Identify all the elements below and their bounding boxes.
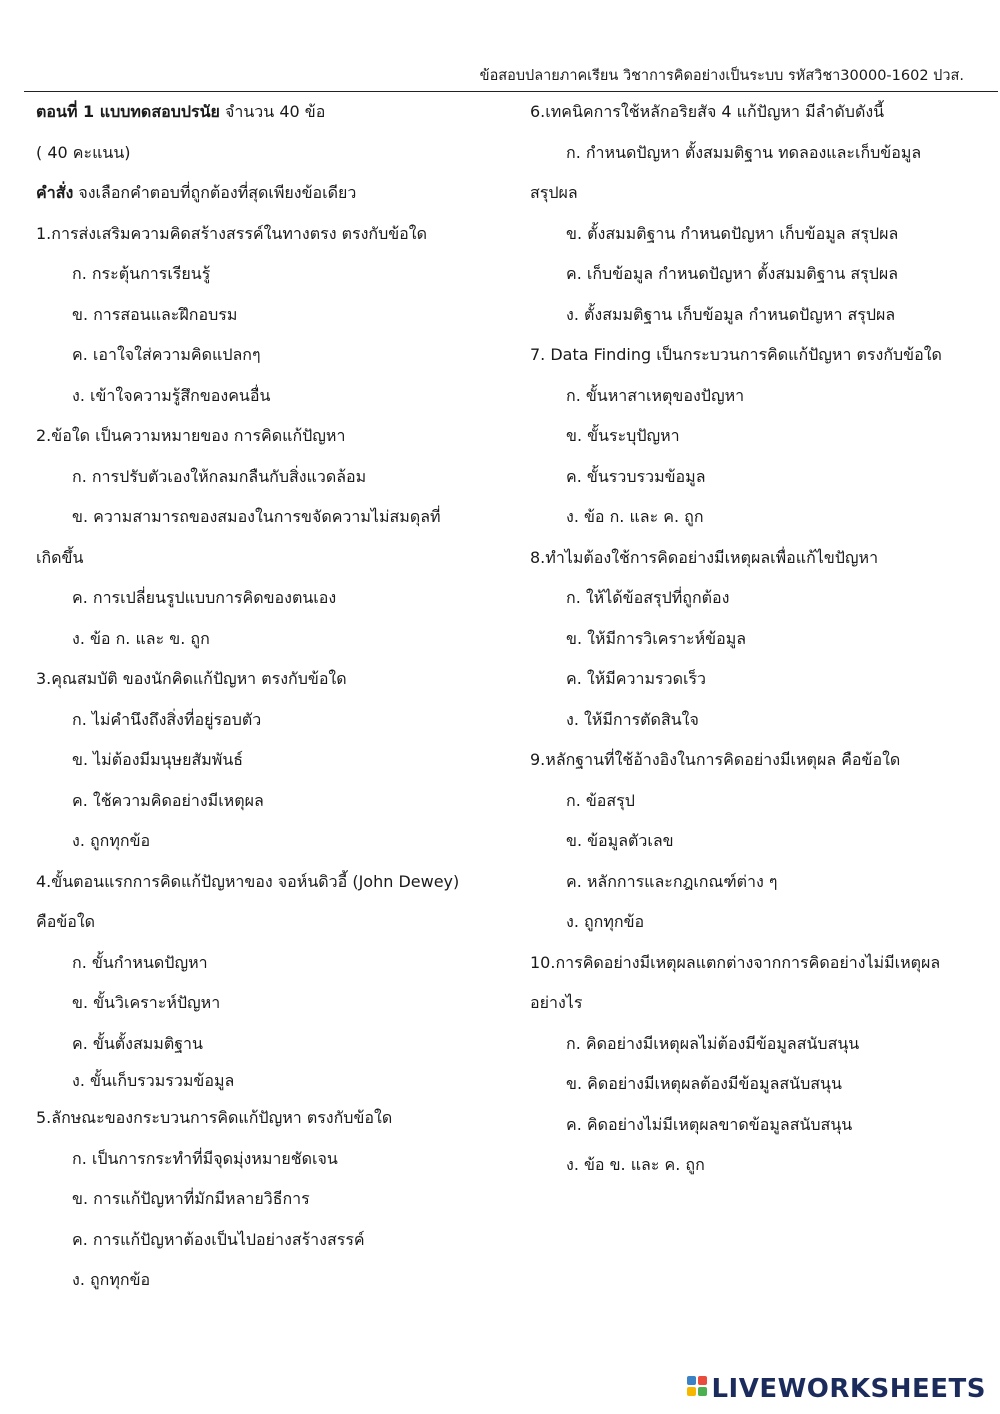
answer-option[interactable]: ข. ให้มีการวิเคราะห์ข้อมูล <box>566 628 747 648</box>
answer-option[interactable]: ก. กระตุ้นการเรียนรู้ <box>72 264 211 283</box>
section-title-rest: จำนวน 40 ข้อ <box>219 102 326 121</box>
score-note: ( 40 คะแนน) <box>36 142 131 162</box>
answer-option[interactable]: ง. ข้อ ก. และ ข. ถูก <box>72 628 210 648</box>
liveworksheets-logo-icon <box>687 1376 709 1402</box>
answer-option[interactable]: ค. เก็บข้อมูล กำหนดปัญหา ตั้งสมมติฐาน สรุปผล <box>566 264 899 283</box>
question-line: 9.หลักฐานที่ใช้อ้างอิงในการคิดอย่างมีเหตุผล คือข้อใด <box>530 750 901 769</box>
question-line: 5.ลักษณะของกระบวนการคิดแก้ปัญหา ตรงกับข้อใด <box>36 1108 393 1127</box>
answer-option[interactable]: ข. ตั้งสมมติฐาน กำหนดปัญหา เก็บข้อมูล สรุปผล <box>566 223 899 243</box>
instruction <box>36 173 506 214</box>
question-line: 7. Data Finding เป็นกระบวนการคิดแก้ปัญหา ตรงกับข้อใด <box>530 345 942 364</box>
answer-option-continuation: สรุปผล <box>530 183 578 202</box>
answer-option[interactable]: ค. การเปลี่ยนรูปแบบการคิดของตนเอง <box>72 588 337 607</box>
answer-option[interactable]: ง. ให้มีการตัดสินใจ <box>566 709 699 729</box>
answer-option[interactable]: ง. ตั้งสมมติฐาน เก็บข้อมูล กำหนดปัญหา สรุปผล <box>566 304 896 324</box>
answer-option[interactable]: ค. ขั้นรวบรวมข้อมูล <box>566 466 706 486</box>
answer-option[interactable]: ก. ข้อสรุป <box>566 790 635 810</box>
right-column <box>530 92 970 1186</box>
liveworksheets-logo-text: LIVEWORKSHEETS <box>711 1374 986 1404</box>
liveworksheets-logo <box>687 1373 986 1405</box>
page-header: ข้อสอบปลายภาคเรียน วิชาการคิดอย่างเป็นระบบ รหัสวิชา30000-1602 ปวส. <box>479 68 964 84</box>
answer-option[interactable]: ง. ถูกทุกข้อ <box>72 1270 151 1289</box>
answer-option[interactable]: ง. ถูกทุกข้อ <box>72 831 151 850</box>
answer-option[interactable]: ค. หลักการและกฎเกณฑ์ต่าง ๆ <box>566 871 778 891</box>
answer-option[interactable]: ก. ขั้นหาสาเหตุของปัญหา <box>566 385 745 405</box>
answer-option[interactable]: ข. คิดอย่างมีเหตุผลต้องมีข้อมูลสนับสนุน <box>566 1074 842 1093</box>
question-line: 1.การส่งเสริมความคิดสร้างสรรค์ในทางตรง ตรงกับข้อใด <box>36 223 427 243</box>
answer-option[interactable]: ก. การปรับตัวเองให้กลมกลืนกับสิ่งแวดล้อม <box>72 466 367 486</box>
answer-option[interactable]: ง. ข้อ ข. และ ค. ถูก <box>566 1155 705 1174</box>
question-line: 3.คุณสมบัติ ของนักคิดแก้ปัญหา ตรงกับข้อใด <box>36 669 347 688</box>
answer-option[interactable]: ข. ไม่ต้องมีมนุษยสัมพันธ์ <box>72 750 244 769</box>
answer-option[interactable]: ก. เป็นการกระทำที่มีจุดมุ่งหมายชัดเจน <box>72 1148 338 1168</box>
answer-option[interactable]: ข. ขั้นระบุปัญหา <box>566 426 680 445</box>
section-title <box>36 92 506 133</box>
question-line: 4.ขั้นตอนแรกการคิดแก้ปัญหาของ จอห์นดิวอี้ (John Dewey) <box>36 871 460 891</box>
answer-option[interactable]: ง. เข้าใจความรู้สึกของคนอื่น <box>72 385 271 405</box>
answer-option[interactable]: ค. ใช้ความคิดอย่างมีเหตุผล <box>72 790 264 810</box>
question-line: 8.ทำไมต้องใช้การคิดอย่างมีเหตุผลเพื่อแก้ไขปัญหา <box>530 547 879 567</box>
answer-option[interactable]: ข. ข้อมูลตัวเลข <box>566 831 674 850</box>
question-line: 6.เทคนิคการใช้หลักอริยสัจ 4 แก้ปัญหา มีลำดับดังนี้ <box>530 102 885 121</box>
question-line: 10.การคิดอย่างมีเหตุผลแตกต่างจากการคิดอย่างไม่มีเหตุผล <box>530 952 941 972</box>
left-column <box>36 92 506 1301</box>
answer-option[interactable]: ค. ขั้นตั้งสมมติฐาน <box>72 1033 203 1053</box>
answer-option-continuation: เกิดขึ้น <box>36 547 84 567</box>
answer-option[interactable]: ก. กำหนดปัญหา ตั้งสมมติฐาน ทดลองและเก็บข้อมูล <box>566 142 922 162</box>
question-line: 2.ข้อใด เป็นความหมายของ การคิดแก้ปัญหา <box>36 426 346 445</box>
answer-option[interactable]: ข. การแก้ปัญหาที่มักมีหลายวิธีการ <box>72 1189 310 1208</box>
instruction-label: คำสั่ง <box>36 183 74 202</box>
answer-option[interactable]: ง. ข้อ ก. และ ค. ถูก <box>566 507 704 526</box>
answer-option[interactable]: ง. ขั้นเก็บรวมรวมข้อมูล <box>72 1071 235 1090</box>
answer-option[interactable]: ค. การแก้ปัญหาต้องเป็นไปอย่างสร้างสรรค์ <box>72 1229 365 1249</box>
answer-option[interactable]: ก. ไม่คำนึงถึงสิ่งที่อยู่รอบตัว <box>72 709 262 729</box>
answer-option[interactable]: ก. ให้ได้ข้อสรุปที่ถูกต้อง <box>566 588 730 607</box>
answer-option[interactable]: ค. เอาใจใส่ความคิดแปลกๆ <box>72 345 261 364</box>
answer-option[interactable]: ง. ถูกทุกข้อ <box>566 912 645 931</box>
answer-option[interactable]: ค. คิดอย่างไม่มีเหตุผลขาดข้อมูลสนับสนุน <box>566 1114 853 1134</box>
question-line-continuation: คือข้อใด <box>36 912 96 931</box>
question-line-continuation: อย่างไร <box>530 993 583 1012</box>
instruction-text: จงเลือกคำตอบที่ถูกต้องที่สุดเพียงข้อเดียว <box>73 183 357 202</box>
answer-option[interactable]: ก. คิดอย่างมีเหตุผลไม่ต้องมีข้อมูลสนับสนุน <box>566 1033 860 1053</box>
answer-option[interactable]: ก. ขั้นกำหนดปัญหา <box>72 952 208 972</box>
answer-option[interactable]: ข. การสอนและฝึกอบรม <box>72 304 238 324</box>
answer-option[interactable]: ข. ความสามารถของสมองในการขจัดความไม่สมดุลที่ <box>72 507 441 526</box>
answer-option[interactable]: ข. ขั้นวิเคราะห์ปัญหา <box>72 993 221 1012</box>
section-title-bold: ตอนที่ 1 แบบทดสอบปรนัย <box>36 102 220 121</box>
answer-option[interactable]: ค. ให้มีความรวดเร็ว <box>566 669 707 688</box>
